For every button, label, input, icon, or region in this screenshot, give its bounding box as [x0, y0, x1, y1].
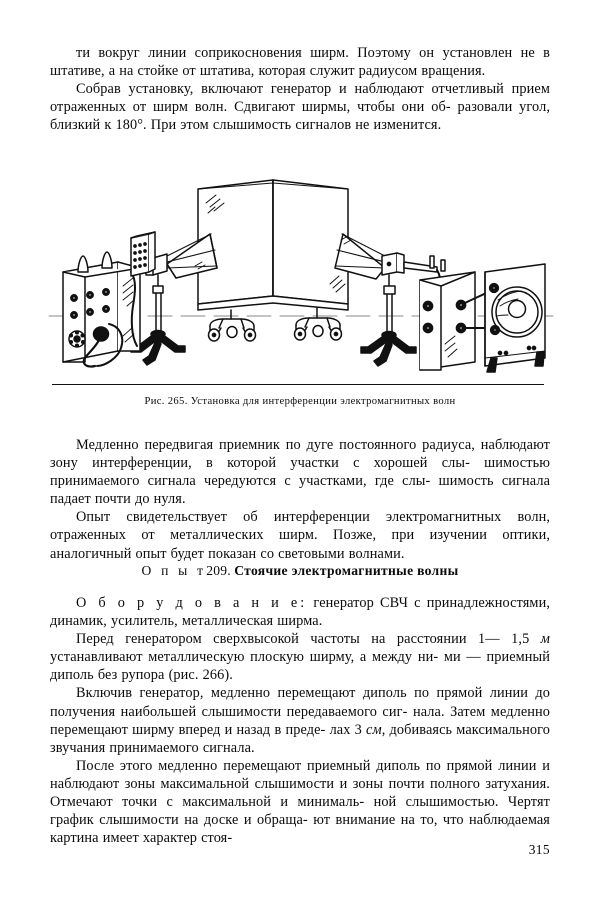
- paragraph-assembly: [50, 80, 550, 134]
- text-line: устанавливают металлическую плоскую ширму, а между ни-: [50, 649, 439, 666]
- paragraph-observation: [50, 757, 550, 847]
- figure-265: [45, 176, 557, 388]
- text-line: волн, отраженных от металлических ширм. Позже, при изучении: [50, 509, 550, 544]
- text-line: ти вокруг линии соприкосновения ширм. Поэтому он установлен: [76, 45, 513, 61]
- equipment-label: О б о р у д о в а н и е:: [76, 595, 308, 611]
- equipment-list-line2: динамик, усилитель, металлическая ширма.: [50, 613, 323, 630]
- tail-text-block: [50, 594, 550, 847]
- text-line: Медленно передвигая приемник по дуге постоянного радиуса,: [76, 437, 475, 453]
- after-figure-text-block: [50, 436, 550, 563]
- paragraph-receiver-arc: [50, 436, 550, 508]
- text-line: линии до получения наибольшей слышимости передаваемого сиг-: [50, 685, 550, 720]
- text-line: не изменится.: [355, 117, 442, 134]
- equipment-list-line1: генератор СВЧ с принадлежностями,: [307, 595, 550, 611]
- unit-meters: м: [540, 631, 551, 648]
- text-line: нала. Затем медленно перемещают ширму вперед и назад в преде-: [50, 703, 551, 738]
- paragraph-continued: [50, 44, 550, 80]
- text-line: 1,5: [511, 631, 541, 648]
- text-line: ют внимание на то, что наблюдаемая картина имеет характер стоя-: [50, 812, 550, 847]
- paragraph-conclusion: [50, 508, 550, 562]
- text-line: Перед генератором сверхвысокой частоты на расстоянии 1—: [76, 631, 500, 648]
- experiment-label: О п ы т: [141, 563, 207, 578]
- text-line: , добиваясь максимального звучания принимаемого сигнала.: [50, 721, 551, 756]
- microwave-interference-setup-illustration: [45, 176, 557, 388]
- paragraph-setup-distance: [50, 630, 550, 684]
- top-text-block: [50, 44, 550, 134]
- text-line: линии и наблюдают зоны максимальной слышимости и зоны почти: [50, 757, 550, 792]
- paragraph-dipole-move: [50, 684, 550, 756]
- text-line: шимостью принимаемого сигнала чередуются с участками, где слы-: [50, 455, 550, 490]
- paragraph-equipment: [50, 594, 550, 630]
- figure-bottom-rule: [52, 384, 544, 385]
- text-line: ми — приемный диполь без рупора (рис. 266).: [50, 649, 551, 684]
- text-line: лах 3: [329, 721, 367, 738]
- text-line: После этого медленно перемещают приемный диполь по прямой: [76, 757, 493, 774]
- text-line: Включив генератор, медленно перемещают диполь по прямой: [76, 685, 483, 702]
- text-line: не в штативе, а на стойке от штатива, которая служит радиусом: [50, 45, 551, 80]
- page-number: 315: [528, 842, 550, 857]
- text-line: разовали угол, близкий к 180°. При этом слышимость сигналов: [50, 99, 551, 134]
- text-line: Собрав установку, включают генератор и наблюдают отчетливый: [76, 81, 504, 98]
- text-line: шимость сигнала падает почти до нуля.: [50, 473, 551, 508]
- experiment-heading: [50, 562, 550, 580]
- text-line: полного затухания. Отмечают точки с максимальной и минималь-: [50, 775, 550, 811]
- text-line: прием отраженных от ширм волн. Сдвигают ширмы, чтобы они об-: [50, 81, 550, 116]
- figure-caption: Рис. 265. Установка для интерференции электромагнитных волн: [144, 396, 456, 407]
- text-line: ной слышимостью. Чертят график слышимости на доске и обраща-: [50, 794, 550, 829]
- text-line: оптики, аналогичный опыт будет показан со световыми волнами.: [50, 527, 550, 562]
- text-line: вращения.: [421, 63, 486, 80]
- experiment-title: Стоячие электромагнитные волны: [234, 563, 459, 578]
- unit-centimeters: см: [366, 721, 382, 738]
- experiment-number: 209.: [206, 563, 231, 578]
- text-line: Опыт свидетельствует об интерференции электромагнитных: [76, 509, 502, 526]
- text-line: наблюдают зону интерференции, в которой участки с хорошей слы-: [50, 437, 551, 472]
